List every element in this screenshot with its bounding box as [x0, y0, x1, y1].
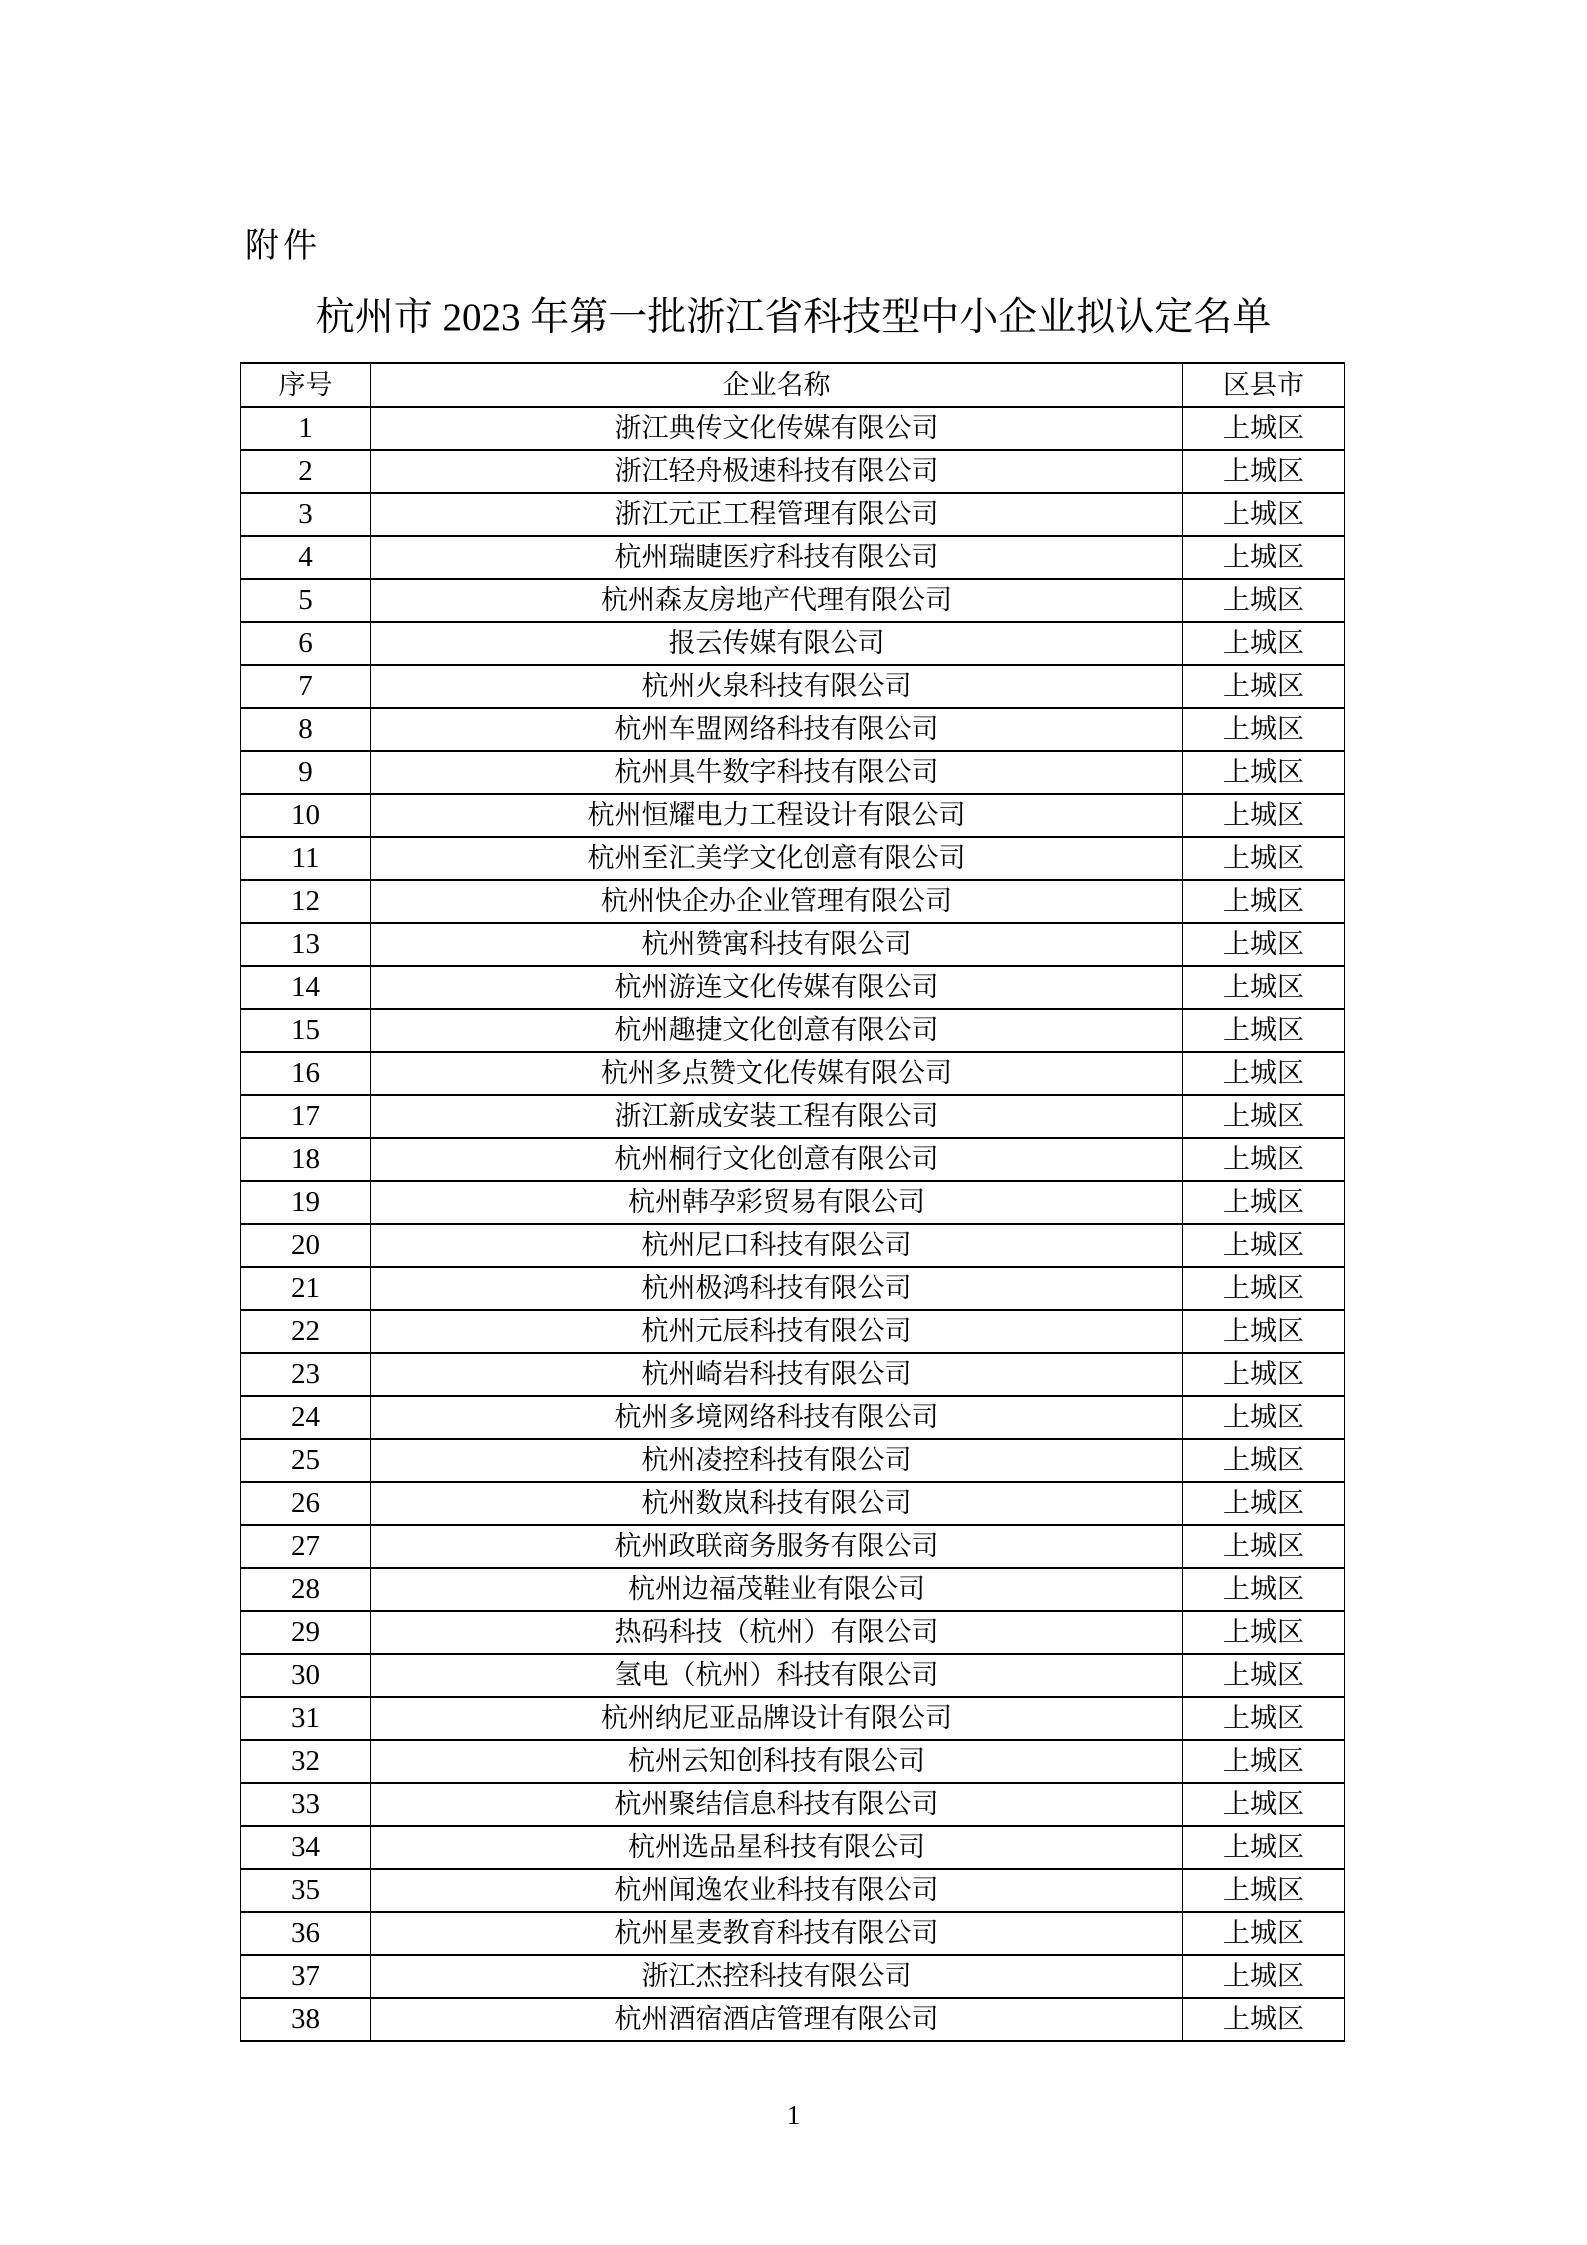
header-company-name: 企业名称 [371, 363, 1183, 407]
district-cell: 上城区 [1183, 966, 1345, 1009]
district-cell: 上城区 [1183, 794, 1345, 837]
table-row [241, 407, 1345, 450]
serial-number-cell: 30 [241, 1654, 371, 1697]
district-cell: 上城区 [1183, 1611, 1345, 1654]
company-name-cell: 杭州星麦教育科技有限公司 [371, 1912, 1183, 1955]
district-cell: 上城区 [1183, 880, 1345, 923]
company-name-cell: 杭州云知创科技有限公司 [371, 1740, 1183, 1783]
district-cell: 上城区 [1183, 1740, 1345, 1783]
district-cell: 上城区 [1183, 1998, 1345, 2041]
company-name-cell: 氢电（杭州）科技有限公司 [371, 1654, 1183, 1697]
company-name-cell: 杭州桐行文化创意有限公司 [371, 1138, 1183, 1181]
district-cell: 上城区 [1183, 536, 1345, 579]
table-row [241, 493, 1345, 536]
company-name-cell: 浙江轻舟极速科技有限公司 [371, 450, 1183, 493]
company-name-cell: 浙江元正工程管理有限公司 [371, 493, 1183, 536]
serial-number-cell: 25 [241, 1439, 371, 1482]
company-name-cell: 杭州凌控科技有限公司 [371, 1439, 1183, 1482]
serial-number-cell: 15 [241, 1009, 371, 1052]
table-row [241, 923, 1345, 966]
table-row [241, 837, 1345, 880]
table-row [241, 450, 1345, 493]
company-name-cell: 杭州酒宿酒店管理有限公司 [371, 1998, 1183, 2041]
table-row [241, 751, 1345, 794]
district-cell: 上城区 [1183, 1396, 1345, 1439]
page-number: 1 [786, 2100, 801, 2130]
district-cell: 上城区 [1183, 1869, 1345, 1912]
district-cell: 上城区 [1183, 1955, 1345, 1998]
table-row [241, 1697, 1345, 1740]
company-name-cell: 浙江杰控科技有限公司 [371, 1955, 1183, 1998]
serial-number-cell: 16 [241, 1052, 371, 1095]
company-name-cell: 杭州趣捷文化创意有限公司 [371, 1009, 1183, 1052]
serial-number-cell: 21 [241, 1267, 371, 1310]
table-row [241, 1525, 1345, 1568]
table-row [241, 1181, 1345, 1224]
district-cell: 上城区 [1183, 1783, 1345, 1826]
table-row [241, 1482, 1345, 1525]
company-name-cell: 杭州闻逸农业科技有限公司 [371, 1869, 1183, 1912]
table-row [241, 1654, 1345, 1697]
serial-number-cell: 27 [241, 1525, 371, 1568]
district-cell: 上城区 [1183, 751, 1345, 794]
company-name-cell: 杭州尼口科技有限公司 [371, 1224, 1183, 1267]
serial-number-cell: 5 [241, 579, 371, 622]
header-serial-number: 序号 [241, 363, 371, 407]
district-cell: 上城区 [1183, 1138, 1345, 1181]
district-cell: 上城区 [1183, 1912, 1345, 1955]
district-cell: 上城区 [1183, 1439, 1345, 1482]
table-row [241, 1310, 1345, 1353]
district-cell: 上城区 [1183, 450, 1345, 493]
table-row [241, 1912, 1345, 1955]
district-cell: 上城区 [1183, 1826, 1345, 1869]
table-row [241, 1439, 1345, 1482]
company-name-cell: 杭州快企办企业管理有限公司 [371, 880, 1183, 923]
serial-number-cell: 23 [241, 1353, 371, 1396]
header-district: 区县市 [1183, 363, 1345, 407]
company-roster-table [240, 362, 1345, 2042]
table-row [241, 1267, 1345, 1310]
company-name-cell: 杭州瑞睫医疗科技有限公司 [371, 536, 1183, 579]
table-row [241, 1138, 1345, 1181]
serial-number-cell: 10 [241, 794, 371, 837]
table-row [241, 1052, 1345, 1095]
company-name-cell: 报云传媒有限公司 [371, 622, 1183, 665]
company-name-cell: 杭州选品星科技有限公司 [371, 1826, 1183, 1869]
district-cell: 上城区 [1183, 708, 1345, 751]
serial-number-cell: 38 [241, 1998, 371, 2041]
table-row [241, 1009, 1345, 1052]
serial-number-cell: 32 [241, 1740, 371, 1783]
company-name-cell: 杭州政联商务服务有限公司 [371, 1525, 1183, 1568]
table-row [241, 1783, 1345, 1826]
table-row [241, 1224, 1345, 1267]
district-cell: 上城区 [1183, 493, 1345, 536]
serial-number-cell: 36 [241, 1912, 371, 1955]
table-row [241, 579, 1345, 622]
district-cell: 上城区 [1183, 1654, 1345, 1697]
company-name-cell: 杭州崎岩科技有限公司 [371, 1353, 1183, 1396]
serial-number-cell: 34 [241, 1826, 371, 1869]
table-row [241, 794, 1345, 837]
serial-number-cell: 8 [241, 708, 371, 751]
serial-number-cell: 19 [241, 1181, 371, 1224]
company-name-cell: 杭州车盟网络科技有限公司 [371, 708, 1183, 751]
serial-number-cell: 29 [241, 1611, 371, 1654]
district-cell: 上城区 [1183, 923, 1345, 966]
district-cell: 上城区 [1183, 1009, 1345, 1052]
district-cell: 上城区 [1183, 1697, 1345, 1740]
table-row [241, 1353, 1345, 1396]
serial-number-cell: 20 [241, 1224, 371, 1267]
table-row [241, 1095, 1345, 1138]
company-name-cell: 杭州具牛数字科技有限公司 [371, 751, 1183, 794]
serial-number-cell: 2 [241, 450, 371, 493]
serial-number-cell: 3 [241, 493, 371, 536]
district-cell: 上城区 [1183, 1353, 1345, 1396]
table-row [241, 880, 1345, 923]
table-row [241, 1826, 1345, 1869]
serial-number-cell: 28 [241, 1568, 371, 1611]
serial-number-cell: 18 [241, 1138, 371, 1181]
serial-number-cell: 4 [241, 536, 371, 579]
district-cell: 上城区 [1183, 665, 1345, 708]
table-row [241, 1611, 1345, 1654]
company-name-cell: 杭州韩孕彩贸易有限公司 [371, 1181, 1183, 1224]
table-row [241, 622, 1345, 665]
table-row [241, 536, 1345, 579]
table-row [241, 1568, 1345, 1611]
serial-number-cell: 12 [241, 880, 371, 923]
company-name-cell: 杭州聚结信息科技有限公司 [371, 1783, 1183, 1826]
serial-number-cell: 37 [241, 1955, 371, 1998]
serial-number-cell: 7 [241, 665, 371, 708]
district-cell: 上城区 [1183, 1267, 1345, 1310]
company-name-cell: 杭州数岚科技有限公司 [371, 1482, 1183, 1525]
district-cell: 上城区 [1183, 1310, 1345, 1353]
company-name-cell: 杭州游连文化传媒有限公司 [371, 966, 1183, 1009]
table-row [241, 1869, 1345, 1912]
table-row [241, 1740, 1345, 1783]
company-name-cell: 杭州元辰科技有限公司 [371, 1310, 1183, 1353]
company-name-cell: 杭州赞寓科技有限公司 [371, 923, 1183, 966]
document-title: 杭州市 2023 年第一批浙江省科技型中小企业拟认定名单 [315, 296, 1272, 339]
serial-number-cell: 13 [241, 923, 371, 966]
district-cell: 上城区 [1183, 1224, 1345, 1267]
company-name-cell: 杭州边福茂鞋业有限公司 [371, 1568, 1183, 1611]
table-row [241, 1955, 1345, 1998]
company-name-cell: 杭州森友房地产代理有限公司 [371, 579, 1183, 622]
serial-number-cell: 31 [241, 1697, 371, 1740]
serial-number-cell: 1 [241, 407, 371, 450]
serial-number-cell: 9 [241, 751, 371, 794]
table-row [241, 1998, 1345, 2041]
district-cell: 上城区 [1183, 622, 1345, 665]
table-row [241, 1396, 1345, 1439]
serial-number-cell: 33 [241, 1783, 371, 1826]
serial-number-cell: 22 [241, 1310, 371, 1353]
serial-number-cell: 17 [241, 1095, 371, 1138]
district-cell: 上城区 [1183, 1482, 1345, 1525]
table-header-row [241, 363, 1345, 407]
serial-number-cell: 24 [241, 1396, 371, 1439]
district-cell: 上城区 [1183, 1052, 1345, 1095]
district-cell: 上城区 [1183, 1568, 1345, 1611]
serial-number-cell: 11 [241, 837, 371, 880]
district-cell: 上城区 [1183, 837, 1345, 880]
company-name-cell: 热码科技（杭州）有限公司 [371, 1611, 1183, 1654]
district-cell: 上城区 [1183, 1181, 1345, 1224]
serial-number-cell: 14 [241, 966, 371, 1009]
company-name-cell: 杭州纳尼亚品牌设计有限公司 [371, 1697, 1183, 1740]
company-name-cell: 杭州多境网络科技有限公司 [371, 1396, 1183, 1439]
district-cell: 上城区 [1183, 1095, 1345, 1138]
serial-number-cell: 6 [241, 622, 371, 665]
company-name-cell: 杭州至汇美学文化创意有限公司 [371, 837, 1183, 880]
company-name-cell: 杭州极鸿科技有限公司 [371, 1267, 1183, 1310]
district-cell: 上城区 [1183, 1525, 1345, 1568]
company-name-cell: 杭州多点赞文化传媒有限公司 [371, 1052, 1183, 1095]
serial-number-cell: 35 [241, 1869, 371, 1912]
district-cell: 上城区 [1183, 579, 1345, 622]
serial-number-cell: 26 [241, 1482, 371, 1525]
district-cell: 上城区 [1183, 407, 1345, 450]
company-name-cell: 浙江新成安装工程有限公司 [371, 1095, 1183, 1138]
attachment-label: 附件 [245, 228, 321, 265]
table-row [241, 966, 1345, 1009]
table-row [241, 665, 1345, 708]
company-name-cell: 杭州恒耀电力工程设计有限公司 [371, 794, 1183, 837]
company-name-cell: 浙江典传文化传媒有限公司 [371, 407, 1183, 450]
company-name-cell: 杭州火泉科技有限公司 [371, 665, 1183, 708]
table-row [241, 708, 1345, 751]
